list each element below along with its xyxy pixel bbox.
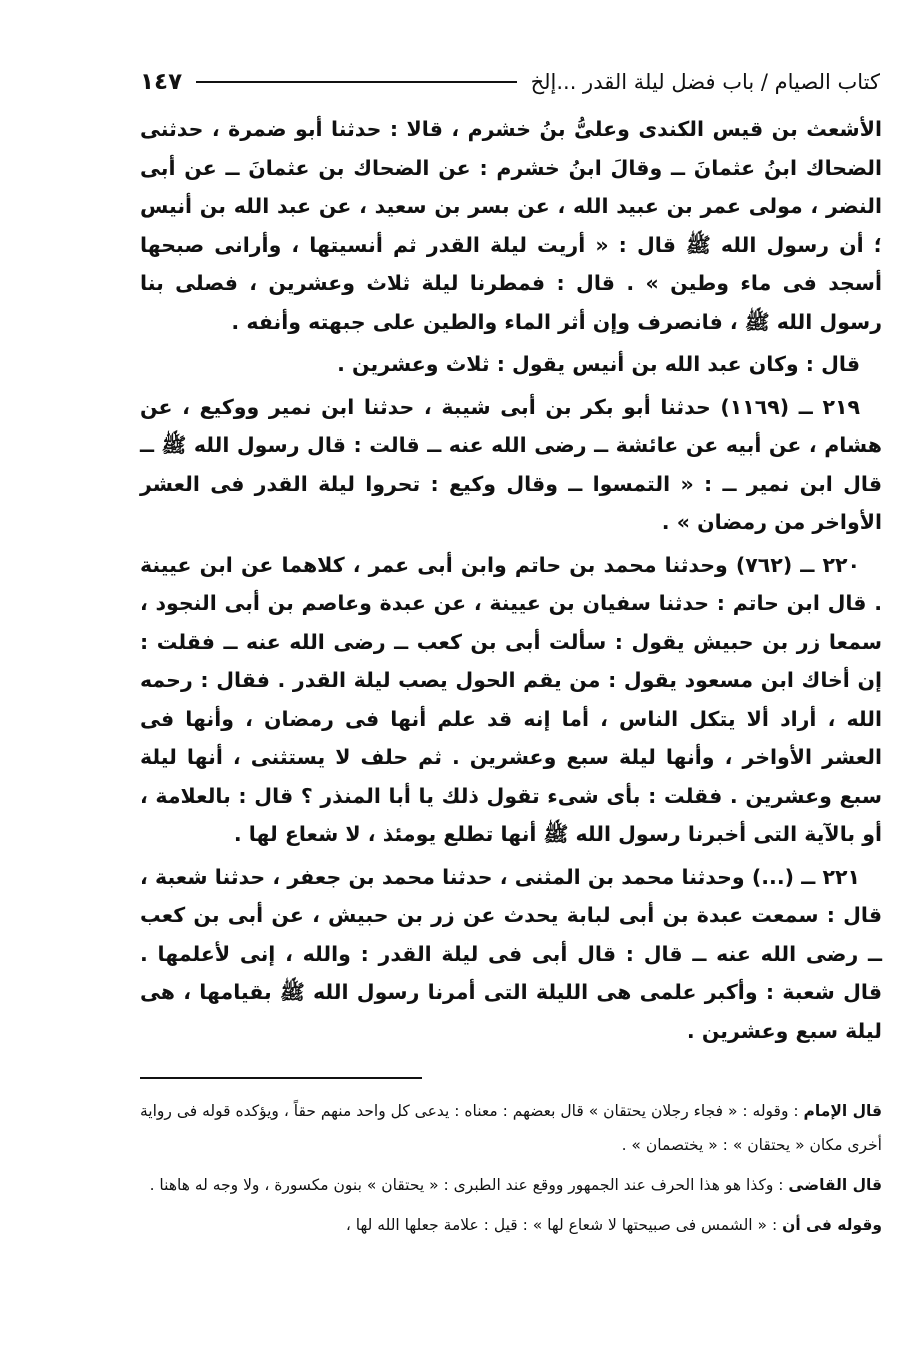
footnote-3 xyxy=(140,1208,882,1242)
footnote-3-lead: وقوله فى أن xyxy=(782,1216,882,1234)
footnote-3-text: : « الشمس فى صبيحتها لا شعاع لها » : قيل : علامة جعلها الله لها ، xyxy=(345,1216,778,1234)
footnote-separator xyxy=(140,1077,422,1079)
header-rule xyxy=(196,81,516,83)
main-text xyxy=(140,110,882,1054)
narrator-note: قال : وكان عبد الله بن أنيس يقول : ثلاث وعشرين . xyxy=(337,352,860,376)
footnote-1-lead: قال الإمام xyxy=(803,1102,882,1120)
hadith-continuation-paragraph: الأشعث بن قيس الكندى وعلىُّ بنُ خشرم ، قالا : حدثنا أبو ضمرة ، حدثنى الضحاك ابنُ عثمانَ ــ وقالَ ابنُ خشرم : عن الضحاك بن عثمانَ ــ عن أبى النضر ، مولى عمر بن عبيد الله ، عن بسر بن سعيد ، عن عبد الله بن أنيس ؛ أن رسول الله ﷺ قال : « أريت ليلة القدر ثم أنسيتها ، وأرانى صبحها أسجد فى ماء وطين » . قال : فمطرنا ليلة ثلاث وعشرين ، فصلى بنا رسول الله ﷺ ، فانصرف وإن أثر الماء والطين على جبهته وأنفه . xyxy=(140,117,882,334)
footnote-1 xyxy=(140,1094,882,1162)
footnotes xyxy=(140,1094,882,1248)
hadith-221-paragraph: ٢٢١ ــ (...) وحدثنا محمد بن المثنى ، حدثنا محمد بن جعفر ، حدثنا شعبة ، قال : سمعت عبدة بن أبى لبابة يحدث عن زر بن حبيش ، عن أبى بن كعب ــ رضى الله عنه ــ قال : قال أبى فى ليلة القدر : والله ، إنى لأعلمها . قال شعبة : وأكبر علمى هى الليلة التى أمرنا رسول الله ﷺ بقيامها ، هى ليلة سبع وعشرين . xyxy=(140,864,882,1043)
running-title: كتاب الصيام / باب فضل ليلة القدر ...إلخ xyxy=(530,70,880,94)
hadith-219-paragraph: ٢١٩ ــ (١١٦٩) حدثنا أبو بكر بن أبى شيبة ، حدثنا ابن نمير ووكيع ، عن هشام ، عن أبيه عن عائشة ــ رضى الله عنه ــ قالت : قال رسول الله ﷺ ــ قال ابن نمير ــ : « التمسوا ــ وقال وكيع : تحروا ليلة القدر فى العشر الأواخر من رمضان » . xyxy=(140,394,882,534)
footnote-2 xyxy=(140,1168,882,1202)
footnote-2-text: : وكذا هو هذا الحرف عند الجمهور ووقع عند الطبرى : « يحتقان » بنون مكسورة ، ولا وجه له هاهنا . xyxy=(149,1176,784,1194)
page-number: ١٤٧ xyxy=(140,69,183,95)
page-header xyxy=(140,62,880,102)
footnote-1-text: : وقوله : « فجاء رجلان يحتقان » قال بعضهم : معناه : يدعى كل واحد منهم حقاً ، ويؤكده قوله فى رواية أخرى مكان « يحتقان » : « يختصمان » . xyxy=(140,1102,882,1154)
hadith-220-paragraph: ٢٢٠ ــ (٧٦٢) وحدثنا محمد بن حاتم وابن أبى عمر ، كلاهما عن ابن عيينة . قال ابن حاتم : حدثنا سفيان بن عيينة ، عن عبدة وعاصم بن أبى النجود ، سمعا زر بن حبيش يقول : سألت أبى بن كعب ــ رضى الله عنه ــ فقلت : إن أخاك ابن مسعود يقول : من يقم الحول يصب ليلة القدر . فقال : رحمه الله ، أراد ألا يتكل الناس ، أما إنه قد علم أنها فى رمضان ، وأنها فى العشر الأواخر ، وأنها ليلة سبع وعشرين . ثم حلف لا يستثنى ، أنها ليلة سبع وعشرين . فقلت : بأى شىء تقول ذلك يا أبا المنذر ؟ قال : بالعلامة ، أو بالآية التى أخبرنا رسول الله ﷺ أنها تطلع يومئذ ، لا شعاع لها . xyxy=(140,552,882,846)
footnote-2-lead: قال القاضى xyxy=(788,1176,882,1194)
